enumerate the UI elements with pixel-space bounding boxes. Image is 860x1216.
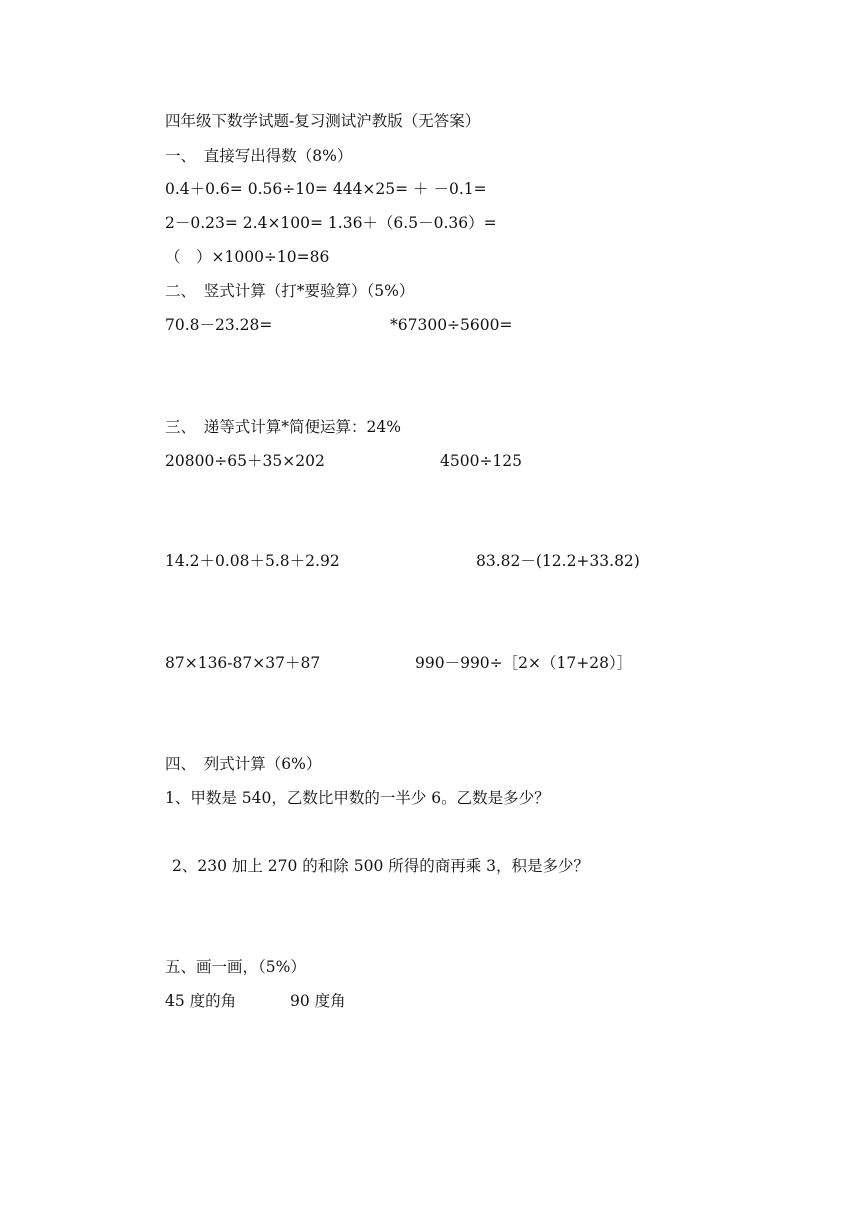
section-4-question-1: 1、甲数是 540，乙数比甲数的一半少 6。乙数是多少？ <box>165 789 550 807</box>
section-4-question-2: 2、230 加上 270 的和除 500 所得的商再乘 3，积是多少？ <box>172 857 590 875</box>
section-1-row-1: 0.4＋0.6= 0.56÷10= 444×25= ＋ －0.1= <box>165 180 487 198</box>
section-5-item-2: 90 度角 <box>290 992 346 1010</box>
section-4-heading: 四、 列式计算（6%） <box>165 755 322 773</box>
section-5-item-1: 45 度的角 <box>165 992 237 1010</box>
section-3-item-3: 14.2＋0.08＋5.8＋2.92 <box>165 552 340 570</box>
section-3-item-1: 20800÷65＋35×202 <box>165 452 325 470</box>
page-title: 四年级下数学试题-复习测试沪教版（无答案） <box>165 112 481 130</box>
section-1-row-2: 2－0.23= 2.4×100= 1.36＋（6.5－0.36）= <box>165 214 497 232</box>
section-3-heading: 三、 递等式计算*简便运算：24% <box>165 418 401 436</box>
section-2-heading: 二、 竖式计算（打*要验算）（5%） <box>165 282 415 300</box>
section-5-heading: 五、画一画，（5%） <box>165 958 306 976</box>
section-1-heading: 一、 直接写出得数（8%） <box>165 147 353 165</box>
section-1-row-3: （ ）×1000÷10=86 <box>165 248 330 266</box>
section-3-item-6: 990－990÷［2×（17+28）］ <box>415 654 633 672</box>
section-2-item-1: 70.8－23.28= <box>165 316 273 334</box>
section-3-item-2: 4500÷125 <box>440 452 523 470</box>
section-3-item-4: 83.82－(12.2+33.82) <box>476 552 640 570</box>
section-2-item-2: *67300÷5600= <box>390 316 513 334</box>
section-3-item-5: 87×136-87×37＋87 <box>165 654 321 672</box>
